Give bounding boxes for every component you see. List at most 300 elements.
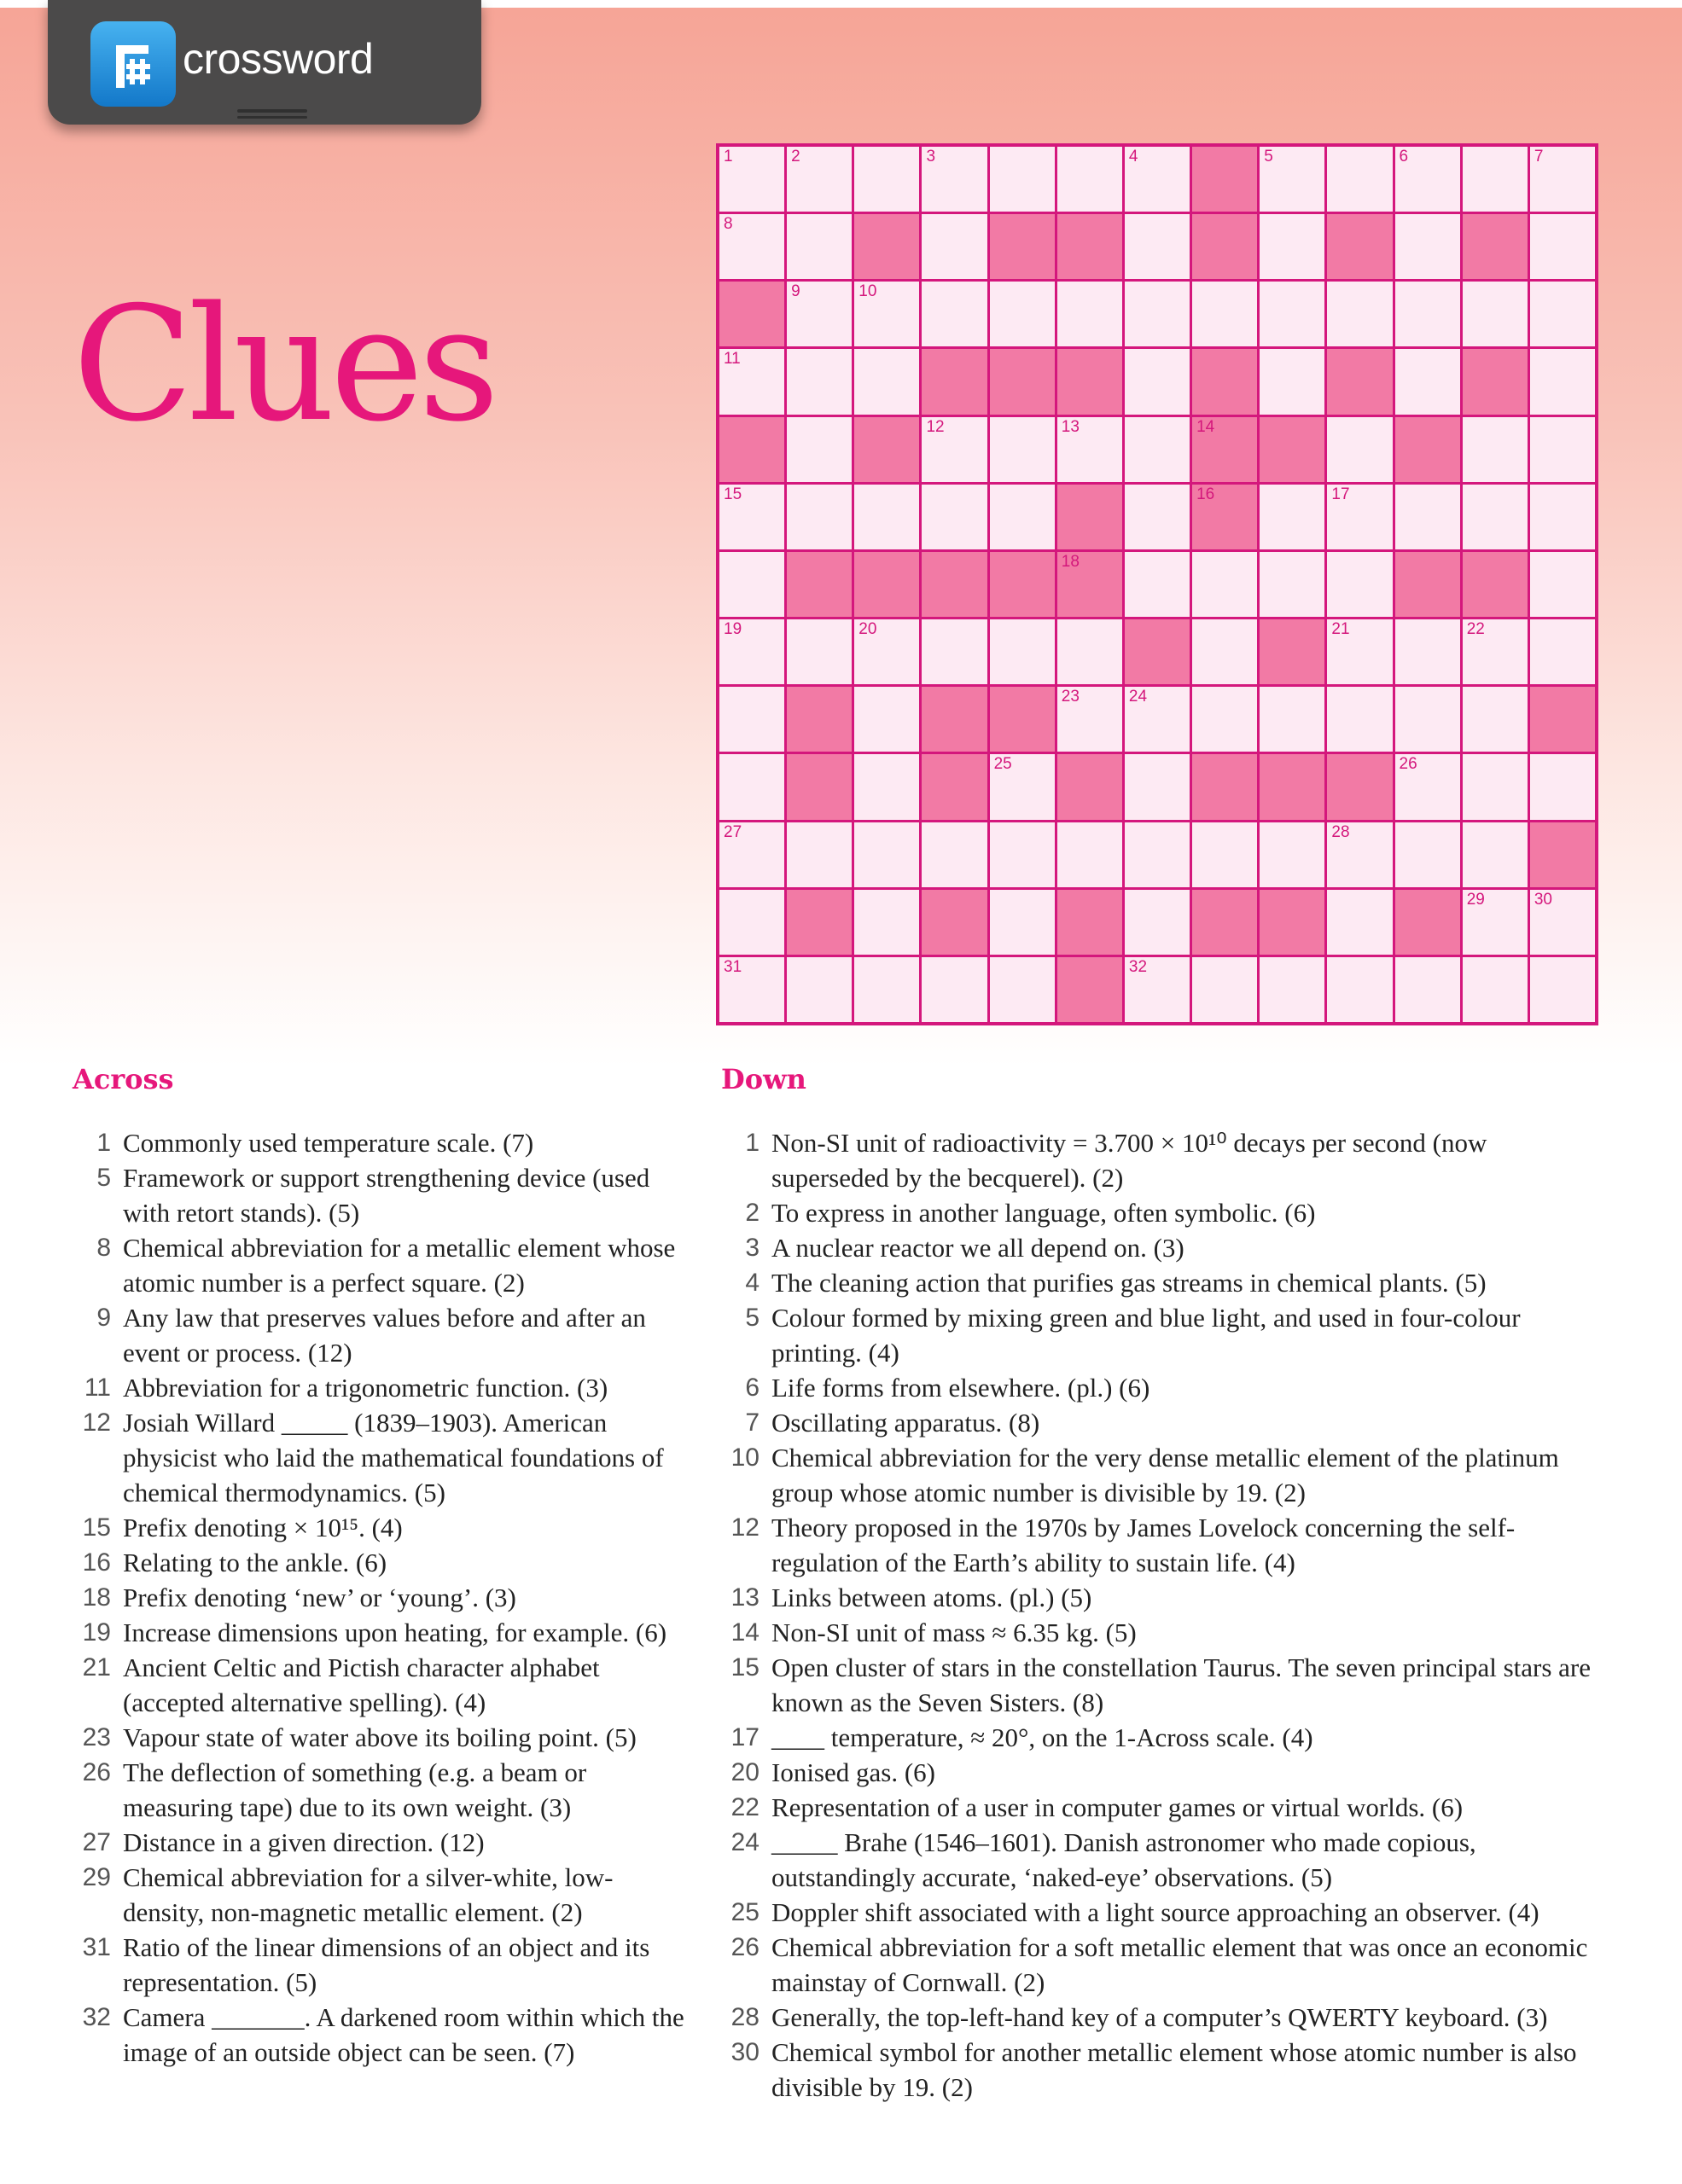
across-clue: [73, 1545, 687, 1580]
clue-text: Colour formed by mixing green and blue light, and used in four-colour printing. (4): [771, 1303, 1521, 1368]
clue-number: 22: [1466, 620, 1485, 639]
down-clue: [721, 1720, 1604, 1755]
clue-number: 18: [82, 1583, 111, 1612]
grid-block: [1057, 214, 1122, 279]
grid-cell[interactable]: [854, 485, 919, 549]
clue-text: Relating to the ankle. (6): [123, 1548, 387, 1577]
clue-number: 31: [724, 957, 742, 976]
down-clue: [721, 1300, 1604, 1370]
clue-text: Links between atoms. (pl.) (5): [771, 1583, 1092, 1612]
grid-block: [854, 552, 919, 617]
grid-cell[interactable]: [1327, 552, 1392, 617]
tab-grip: [237, 109, 307, 113]
grid-cell[interactable]: [990, 822, 1055, 887]
clue-text: Camera _______. A darkened room within which the image of an outside object can be seen. (7): [123, 2002, 684, 2067]
clue-number: 23: [82, 1723, 111, 1751]
grid-cell[interactable]: [787, 417, 852, 482]
grid-cell[interactable]: [1192, 957, 1257, 1022]
grid-block: [922, 349, 987, 414]
down-clue: [721, 1650, 1604, 1720]
grid-cell[interactable]: [1395, 687, 1460, 752]
across-clue: [73, 1930, 687, 2000]
clue-number: 24: [1128, 688, 1148, 706]
grid-cell[interactable]: [854, 147, 919, 212]
grid-cell[interactable]: [1260, 214, 1324, 279]
across-clue-list: [73, 1125, 687, 2070]
grid-block: [787, 890, 852, 955]
grid-cell[interactable]: [1395, 214, 1460, 279]
down-clue: [721, 1125, 1604, 1195]
grid-cell[interactable]: [719, 619, 784, 684]
grid-cell[interactable]: [1395, 619, 1460, 684]
clue-number: 20: [858, 620, 877, 639]
grid-cell[interactable]: [1463, 619, 1528, 684]
clue-text: Chemical symbol for another metallic element whose atomic number is also divisible by 19. (2): [771, 2037, 1577, 2102]
grid-block: [1192, 485, 1257, 549]
grid-cell[interactable]: [922, 619, 987, 684]
grid-cell[interactable]: [787, 957, 852, 1022]
across-clue: [73, 2000, 687, 2070]
clue-number: 19: [724, 620, 742, 639]
grid-cell[interactable]: [1327, 282, 1392, 346]
clue-number: 9: [791, 282, 800, 301]
clue-number: 1: [724, 148, 733, 166]
grid-block: [1057, 957, 1122, 1022]
grid-cell[interactable]: [922, 282, 987, 346]
grid-cell[interactable]: [854, 349, 919, 414]
grid-cell[interactable]: [1530, 619, 1595, 684]
app-header-tab: [48, 0, 481, 125]
clue-number: 27: [82, 1828, 111, 1856]
clue-number: 12: [926, 417, 945, 436]
grid-cell[interactable]: [990, 417, 1055, 482]
across-clue: [73, 1370, 687, 1405]
grid-cell[interactable]: [1192, 282, 1257, 346]
grid-cell[interactable]: [787, 282, 852, 346]
grid-cell[interactable]: [1125, 552, 1190, 617]
grid-block: [1057, 890, 1122, 955]
grid-cell[interactable]: [1327, 417, 1392, 482]
clue-text: Framework or support strengthening device (used with retort stands). (5): [123, 1163, 650, 1228]
page-title: Clues: [73, 272, 495, 456]
clue-number: 17: [730, 1723, 760, 1751]
down-clue: [721, 1825, 1604, 1895]
grid-block: [854, 417, 919, 482]
grid-block: [1192, 754, 1257, 819]
clue-number: 11: [724, 350, 741, 369]
grid-cell[interactable]: [1463, 147, 1528, 212]
clue-number: 26: [1399, 755, 1417, 774]
grid-block: [1125, 619, 1190, 684]
clue-number: 30: [730, 2038, 760, 2066]
grid-block: [1057, 485, 1122, 549]
clue-text: Chemical abbreviation for a metallic element whose atomic number is a perfect square. (2): [123, 1233, 676, 1298]
clue-number: 29: [82, 1863, 111, 1891]
across-clue: [73, 1405, 687, 1510]
grid-cell[interactable]: [1395, 754, 1460, 819]
clue-number: 23: [1061, 688, 1080, 706]
grid-cell[interactable]: [719, 822, 784, 887]
grid-cell[interactable]: [1463, 282, 1528, 346]
clue-number: 6: [745, 1374, 760, 1402]
down-clue: [721, 1580, 1604, 1615]
grid-cell[interactable]: [1125, 822, 1190, 887]
clue-number: 6: [1399, 148, 1409, 166]
clue-number: 4: [745, 1269, 760, 1297]
grid-cell[interactable]: [1057, 822, 1122, 887]
clue-number: 3: [745, 1234, 760, 1262]
down-clue: [721, 1195, 1604, 1230]
grid-cell[interactable]: [719, 485, 784, 549]
grid-cell[interactable]: [719, 890, 784, 955]
down-clue: [721, 2000, 1604, 2035]
grid-cell[interactable]: [1530, 552, 1595, 617]
clue-number: 26: [730, 1933, 760, 1961]
grid-cell[interactable]: [719, 349, 784, 414]
grid-cell[interactable]: [787, 349, 852, 414]
grid-cell[interactable]: [990, 619, 1055, 684]
clue-number: 30: [1534, 890, 1552, 909]
grid-cell[interactable]: [1260, 485, 1324, 549]
grid-cell[interactable]: [1057, 619, 1122, 684]
grid-cell[interactable]: [1260, 552, 1324, 617]
across-clue: [73, 1650, 687, 1720]
clue-text: A nuclear reactor we all depend on. (3): [771, 1233, 1184, 1263]
clue-text: Distance in a given direction. (12): [123, 1827, 485, 1857]
clue-text: Chemical abbreviation for the very dense metallic element of the platinum group whose atomic number is divisible by 19. (2): [771, 1443, 1559, 1507]
grid-cell[interactable]: [1463, 890, 1528, 955]
grid-cell[interactable]: [719, 687, 784, 752]
across-clue: [73, 1125, 687, 1160]
grid-cell[interactable]: [1125, 282, 1190, 346]
grid-cell[interactable]: [1530, 890, 1595, 955]
grid-cell[interactable]: [854, 822, 919, 887]
clue-number: 15: [82, 1513, 111, 1542]
grid-cell[interactable]: [1530, 754, 1595, 819]
clue-number: 9: [96, 1304, 111, 1332]
grid-block: [990, 687, 1055, 752]
clue-number: 32: [82, 2003, 111, 2031]
clue-number: 32: [1128, 957, 1148, 976]
clue-text: The deflection of something (e.g. a beam or measuring tape) due to its own weight. (3): [123, 1757, 587, 1822]
clue-number: 3: [926, 148, 936, 166]
grid-block: [1192, 890, 1257, 955]
clue-number: 12: [82, 1409, 111, 1437]
clue-number: 4: [1128, 148, 1138, 166]
grid-cell[interactable]: [1327, 957, 1392, 1022]
grid-block: [1530, 822, 1595, 887]
grid-cell[interactable]: [1327, 147, 1392, 212]
clue-number: 2: [745, 1199, 760, 1227]
down-clue: [721, 1615, 1604, 1650]
clue-number: 16: [1196, 485, 1215, 503]
grid-cell[interactable]: [1327, 619, 1392, 684]
clue-number: 28: [730, 2003, 760, 2031]
grid-block: [1192, 417, 1257, 482]
down-clue: [721, 2035, 1604, 2105]
grid-block: [1192, 349, 1257, 414]
grid-cell[interactable]: [1395, 282, 1460, 346]
grid-cell[interactable]: [787, 485, 852, 549]
grid-cell[interactable]: [1530, 214, 1595, 279]
grid-block: [1395, 417, 1460, 482]
grid-cell[interactable]: [1125, 957, 1190, 1022]
down-clue: [721, 1510, 1604, 1580]
grid-block: [787, 754, 852, 819]
grid-block: [922, 754, 987, 819]
clue-number: 15: [724, 485, 742, 503]
clue-number: 7: [1534, 148, 1544, 166]
clue-number: 16: [82, 1548, 111, 1577]
grid-block: [922, 687, 987, 752]
clue-number: 21: [1331, 620, 1350, 639]
grid-block: [1327, 349, 1392, 414]
grid-cell[interactable]: [1057, 147, 1122, 212]
grid-cell[interactable]: [922, 214, 987, 279]
clue-text: _____ Brahe (1546–1601). Danish astronomer who made copious, outstandingly accurate, ‘naked-eye’ observations. (5): [771, 1827, 1476, 1892]
grid-cell[interactable]: [922, 957, 987, 1022]
grid-cell[interactable]: [854, 890, 919, 955]
grid-cell[interactable]: [1192, 552, 1257, 617]
grid-cell[interactable]: [1395, 485, 1460, 549]
clue-text: Generally, the top-left-hand key of a computer’s QWERTY keyboard. (3): [771, 2002, 1548, 2032]
grid-cell[interactable]: [719, 754, 784, 819]
grid-cell[interactable]: [990, 957, 1055, 1022]
across-clue: [73, 1510, 687, 1545]
clue-number: 17: [1331, 485, 1350, 503]
clue-number: 1: [96, 1129, 111, 1157]
grid-cell[interactable]: [1125, 349, 1190, 414]
across-clue: [73, 1825, 687, 1860]
grid-cell[interactable]: [854, 282, 919, 346]
down-clues: [721, 1062, 1604, 2105]
clue-text: Josiah Willard _____ (1839–1903). American physicist who laid the mathematical foundations of chemical thermodynamics. (5): [123, 1408, 664, 1507]
grid-cell[interactable]: [787, 214, 852, 279]
grid-cell[interactable]: [719, 552, 784, 617]
grid-cell[interactable]: [1192, 687, 1257, 752]
grid-cell[interactable]: [990, 282, 1055, 346]
clue-number: 26: [82, 1758, 111, 1786]
grid-cell[interactable]: [1395, 147, 1460, 212]
down-clue: [721, 1265, 1604, 1300]
grid-cell[interactable]: [1125, 485, 1190, 549]
grid-block: [1057, 552, 1122, 617]
grid-cell[interactable]: [1125, 687, 1190, 752]
clue-number: 5: [745, 1304, 760, 1332]
clue-text: Oscillating apparatus. (8): [771, 1408, 1040, 1438]
clue-number: 2: [791, 148, 800, 166]
grid-block: [1395, 552, 1460, 617]
grid-cell[interactable]: [1463, 957, 1528, 1022]
clue-text: ____ temperature, ≈ 20°, on the 1-Across scale. (4): [771, 1722, 1313, 1752]
grid-cell[interactable]: [1125, 147, 1190, 212]
clue-number: 14: [730, 1618, 760, 1647]
grid-block: [1395, 890, 1460, 955]
grid-cell[interactable]: [1327, 687, 1392, 752]
grid-block: [1327, 214, 1392, 279]
clue-number: 11: [84, 1374, 111, 1402]
grid-cell[interactable]: [1260, 687, 1324, 752]
grid-cell[interactable]: [1327, 485, 1392, 549]
clue-number: 10: [730, 1443, 760, 1472]
grid-cell[interactable]: [1463, 485, 1528, 549]
grid-block: [990, 214, 1055, 279]
grid-cell[interactable]: [1530, 957, 1595, 1022]
clue-text: Non-SI unit of radioactivity = 3.700 × 10¹⁰ decays per second (now superseded by the becquerel). (2): [771, 1128, 1487, 1193]
clue-number: 5: [1264, 148, 1273, 166]
grid-block: [1192, 147, 1257, 212]
crossword-grid: [716, 143, 1598, 1025]
grid-block: [1463, 214, 1528, 279]
down-clue: [721, 1930, 1604, 2000]
grid-cell[interactable]: [1125, 890, 1190, 955]
grid-block: [719, 282, 784, 346]
down-clue: [721, 1895, 1604, 1930]
grid-cell[interactable]: [1057, 282, 1122, 346]
clue-text: Representation of a user in computer games or virtual worlds. (6): [771, 1792, 1464, 1822]
grid-cell[interactable]: [1530, 147, 1595, 212]
grid-cell[interactable]: [1125, 754, 1190, 819]
down-clue: [721, 1755, 1604, 1790]
clue-number: 8: [724, 215, 733, 234]
grid-cell[interactable]: [1260, 147, 1324, 212]
clue-text: Prefix denoting × 10¹⁵. (4): [123, 1513, 403, 1542]
grid-block: [990, 349, 1055, 414]
grid-block: [787, 552, 852, 617]
clue-number: 28: [1331, 822, 1350, 841]
grid-cell[interactable]: [1057, 687, 1122, 752]
grid-cell[interactable]: [1395, 822, 1460, 887]
grid-cell[interactable]: [1260, 957, 1324, 1022]
clue-number: 22: [730, 1793, 760, 1821]
grid-cell[interactable]: [1125, 214, 1190, 279]
clue-number: 18: [1061, 552, 1080, 571]
clue-number: 14: [1196, 417, 1215, 436]
grid-cell[interactable]: [1057, 417, 1122, 482]
clue-number: 29: [1466, 890, 1485, 909]
clue-text: Any law that preserves values before and after an event or process. (12): [123, 1303, 646, 1368]
grid-cell[interactable]: [1260, 349, 1324, 414]
grid-cell[interactable]: [1463, 754, 1528, 819]
grid-cell[interactable]: [1530, 282, 1595, 346]
across-heading: Across: [73, 1063, 174, 1095]
crossword-app-icon: [90, 21, 176, 107]
down-clue: [721, 1405, 1604, 1440]
across-clue: [73, 1860, 687, 1930]
grid-cell[interactable]: [787, 147, 852, 212]
clue-text: Ionised gas. (6): [771, 1757, 935, 1787]
grid-cell[interactable]: [990, 754, 1055, 819]
clue-number: 5: [96, 1164, 111, 1192]
across-clue: [73, 1160, 687, 1230]
grid-cell[interactable]: [990, 147, 1055, 212]
across-clue: [73, 1720, 687, 1755]
clue-text: Increase dimensions upon heating, for example. (6): [123, 1618, 667, 1647]
clue-number: 1: [745, 1129, 760, 1157]
grid-cell[interactable]: [787, 822, 852, 887]
clue-text: Chemical abbreviation for a silver-white, low-density, non-magnetic metallic element. (2): [123, 1862, 614, 1927]
grid-cell[interactable]: [1530, 485, 1595, 549]
grid-cell[interactable]: [1125, 417, 1190, 482]
clue-number: 8: [96, 1234, 111, 1262]
clue-text: Commonly used temperature scale. (7): [123, 1128, 534, 1158]
grid-cell[interactable]: [1327, 890, 1392, 955]
clue-text: Abbreviation for a trigonometric function. (3): [123, 1373, 608, 1403]
clue-text: Non-SI unit of mass ≈ 6.35 kg. (5): [771, 1618, 1137, 1647]
grid-cell[interactable]: [1530, 417, 1595, 482]
clue-number: 7: [745, 1409, 760, 1437]
grid-cell[interactable]: [1327, 822, 1392, 887]
grid-cell[interactable]: [854, 754, 919, 819]
grid-cell[interactable]: [1192, 822, 1257, 887]
down-heading: Down: [721, 1063, 806, 1095]
clue-number: 10: [858, 282, 877, 301]
grid-cell[interactable]: [719, 214, 784, 279]
grid-cell[interactable]: [1395, 957, 1460, 1022]
grid-cell[interactable]: [719, 957, 784, 1022]
across-clue: [73, 1580, 687, 1615]
down-clue: [721, 1230, 1604, 1265]
clue-text: Life forms from elsewhere. (pl.) (6): [771, 1373, 1150, 1403]
grid-cell[interactable]: [854, 619, 919, 684]
grid-cell[interactable]: [1463, 417, 1528, 482]
grid-cell[interactable]: [922, 147, 987, 212]
grid-cell[interactable]: [990, 485, 1055, 549]
across-clue: [73, 1300, 687, 1370]
grid-cell[interactable]: [1260, 822, 1324, 887]
clue-number: 13: [1061, 417, 1080, 436]
grid-cell[interactable]: [1463, 687, 1528, 752]
clue-number: 25: [730, 1898, 760, 1926]
clue-text: Doppler shift associated with a light source approaching an observer. (4): [771, 1897, 1539, 1927]
grid-cell[interactable]: [990, 890, 1055, 955]
clue-text: Theory proposed in the 1970s by James Lovelock concerning the self-regulation of the Earth’s ability to sustain life. (4): [771, 1513, 1516, 1577]
grid-block: [854, 214, 919, 279]
grid-cell[interactable]: [854, 957, 919, 1022]
grid-block: [1463, 552, 1528, 617]
clue-text: Ancient Celtic and Pictish character alphabet (accepted alternative spelling). (4): [123, 1653, 600, 1717]
clue-number: 31: [82, 1933, 111, 1961]
grid-cell[interactable]: [719, 147, 784, 212]
clue-text: Prefix denoting ‘new’ or ‘young’. (3): [123, 1583, 516, 1612]
grid-cell[interactable]: [787, 619, 852, 684]
grid-cell[interactable]: [1463, 822, 1528, 887]
across-clue: [73, 1230, 687, 1300]
clue-number: 25: [993, 755, 1012, 774]
clue-number: 20: [730, 1758, 760, 1786]
clue-text: Ratio of the linear dimensions of an object and its representation. (5): [123, 1932, 650, 1997]
grid-cell[interactable]: [1260, 282, 1324, 346]
across-clues: [73, 1062, 687, 2070]
grid-block: [922, 890, 987, 955]
grid-cell[interactable]: [922, 417, 987, 482]
grid-block: [1260, 754, 1324, 819]
clue-number: 15: [730, 1653, 760, 1682]
clue-number: 12: [730, 1513, 760, 1542]
grid-block: [1260, 619, 1324, 684]
grid-cell[interactable]: [922, 822, 987, 887]
grid-cell[interactable]: [922, 485, 987, 549]
down-clue: [721, 1790, 1604, 1825]
grid-cell[interactable]: [1395, 349, 1460, 414]
clue-number: 19: [82, 1618, 111, 1647]
grid-block: [1463, 349, 1528, 414]
grid-block: [787, 687, 852, 752]
down-clue: [721, 1440, 1604, 1510]
grid-cell[interactable]: [1530, 349, 1595, 414]
grid-cell[interactable]: [1192, 619, 1257, 684]
grid-cell[interactable]: [854, 687, 919, 752]
